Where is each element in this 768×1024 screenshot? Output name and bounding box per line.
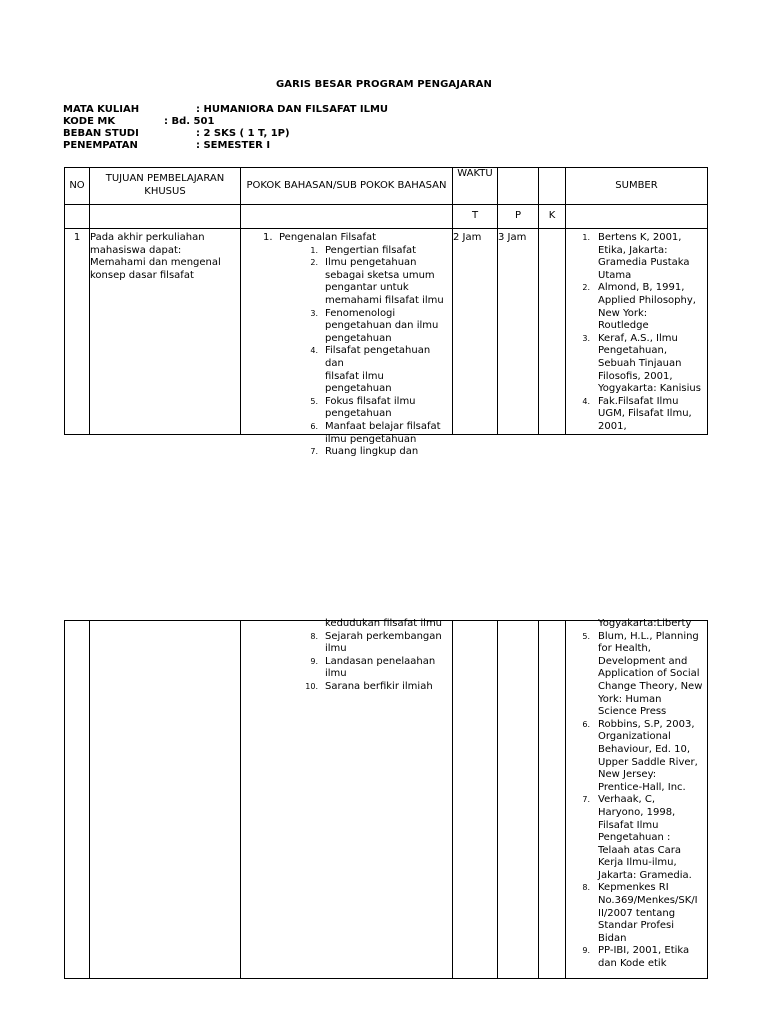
list-item — [566, 232, 707, 282]
list-item — [241, 446, 452, 459]
header-sumber: SUMBER — [566, 168, 708, 205]
list-item-line: Robbins, S.P, 2003, — [598, 718, 695, 730]
sumber-list — [566, 232, 707, 434]
list-item — [241, 245, 452, 258]
list-item-line: Gramedia Pustaka — [598, 257, 690, 269]
list-item-line: Filosofis, 2001, — [598, 370, 673, 382]
list-item-line: Fenomenologi — [325, 307, 396, 319]
cell-waktu-p — [498, 621, 539, 979]
subheader-empty — [90, 205, 241, 229]
list-item-line: Sebuah Tinjauan — [598, 357, 682, 369]
list-item-line: Behaviour, Ed. 10, — [598, 743, 691, 755]
pokok-carry-text: kedudukan filsafat ilmu — [325, 618, 443, 629]
tujuan-line: konsep dasar filsafat — [90, 269, 194, 281]
list-item — [566, 794, 707, 882]
cell-tujuan — [90, 229, 241, 435]
list-item-line: Utama — [598, 269, 632, 281]
list-item-number: 9. — [582, 946, 590, 956]
list-item — [241, 681, 452, 694]
waktu-t-value: 2 Jam — [453, 232, 482, 243]
list-item-line: Fokus filsafat ilmu — [325, 395, 416, 407]
list-item-line: ilmu — [325, 643, 347, 655]
header-k: K — [539, 205, 566, 229]
tujuan-line: mahasiswa dapat: — [90, 244, 182, 256]
header-p: P — [498, 205, 539, 229]
meta-label: KODE MK — [63, 116, 116, 127]
list-item-line: Haryono, 1998, — [598, 806, 676, 818]
list-item-line: Keraf, A.S., Ilmu — [598, 332, 678, 344]
list-item — [241, 257, 452, 307]
table-row-continuation — [65, 621, 708, 979]
list-item-number: 7. — [582, 795, 590, 805]
list-item-line: pengetahuan — [325, 332, 392, 344]
list-item-line: Ruang lingkup dan — [325, 446, 419, 458]
gbpp-table-page1 — [64, 167, 708, 458]
list-item-line: pengetahuan dan ilmu — [325, 320, 439, 332]
list-item — [241, 656, 452, 681]
list-item-line: Bertens K, 2001, — [598, 232, 682, 243]
list-item-line: Yogyakarta: Kanisius — [598, 383, 701, 395]
pokok-main — [241, 232, 452, 245]
list-item — [241, 345, 452, 395]
list-item-line: pengetahuan — [325, 408, 392, 420]
list-item-number: 2. — [310, 258, 318, 268]
list-item-number: 9. — [310, 656, 318, 666]
list-item-number: 2. — [582, 283, 590, 293]
list-item-number: 4. — [582, 396, 590, 406]
list-item-line: Landasan penelaahan — [325, 655, 436, 667]
list-item-line: Kerja Ilmu-ilmu, — [598, 857, 677, 869]
list-item-line: Jakarta: Gramedia. — [598, 869, 692, 881]
list-item-number: 1. — [582, 233, 590, 242]
list-item — [566, 282, 707, 332]
list-item-line: PP-IBI, 2001, Etika — [598, 945, 690, 957]
document-title: GARIS BESAR PROGRAM PENGAJARAN — [276, 79, 492, 90]
list-item-line: Bidan — [598, 932, 627, 944]
list-item-line: York: Human — [598, 693, 662, 705]
list-item-line: Development and — [598, 655, 688, 667]
list-item — [241, 308, 452, 346]
cell-waktu-p — [498, 229, 539, 435]
list-item-number: 3. — [310, 308, 318, 318]
list-item-line: Change Theory, New — [598, 680, 703, 692]
list-item-line: Ilmu pengetahuan — [325, 257, 417, 269]
list-item — [566, 333, 707, 396]
pokok-sublist — [241, 245, 452, 459]
cell-pokok — [241, 229, 453, 458]
list-item — [566, 631, 707, 719]
meta-value: : SEMESTER I — [196, 140, 271, 151]
header-empty — [498, 168, 539, 205]
header-t: T — [453, 205, 498, 229]
cell-waktu-t — [453, 229, 498, 435]
list-item-number: 7. — [310, 447, 318, 457]
header-empty — [539, 168, 566, 205]
waktu-p-value: 3 Jam — [498, 232, 527, 243]
cell-pokok — [241, 618, 453, 979]
list-item-line: Standar Profesi — [598, 920, 675, 932]
meta-label: MATA KULIAH — [63, 104, 140, 115]
list-item — [566, 882, 707, 945]
list-item-number: 6. — [310, 421, 318, 431]
gbpp-table-page2 — [64, 620, 708, 979]
list-item-line: dan Kode etik — [598, 958, 667, 970]
pokok-main-number: 1. — [263, 232, 273, 243]
cell-tujuan — [90, 621, 241, 979]
list-item-line: Filsafat Ilmu — [598, 819, 659, 831]
tujuan-text — [90, 232, 240, 282]
list-item-number: 6. — [582, 719, 590, 729]
list-item-line: ilmu pengetahuan — [325, 433, 417, 445]
list-item-line: Telaah atas Cara — [598, 844, 682, 856]
list-item-line: Filsafat pengetahuan dan — [325, 345, 431, 369]
list-item-line: Organizational — [598, 731, 671, 743]
list-item-line: Almond, B, 1991, — [598, 282, 685, 294]
header-waktu: WAKTU — [453, 168, 498, 205]
list-item — [566, 719, 707, 795]
list-item — [241, 396, 452, 421]
meta-label: BEBAN STUDI — [63, 128, 139, 139]
cell-sumber — [566, 229, 708, 435]
list-item-number: 5. — [310, 396, 318, 406]
meta-label: PENEMPATAN — [63, 140, 138, 151]
list-item-line: Etika, Jakarta: — [598, 244, 668, 256]
list-item-line: filsafat ilmu pengetahuan — [325, 370, 392, 395]
tujuan-line: Memahami dan mengenal — [90, 257, 221, 269]
meta-value: : 2 SKS ( 1 T, 1P) — [196, 128, 290, 139]
table-row — [65, 229, 708, 435]
list-item-number: 5. — [582, 631, 590, 641]
subheader-empty — [241, 205, 453, 229]
list-item-number: 1. — [310, 245, 318, 255]
cell-waktu-k — [539, 229, 566, 435]
list-item-line: Fak.Filsafat Ilmu — [598, 395, 679, 407]
list-item-line: Pengetahuan : — [598, 832, 671, 844]
list-item-number: 3. — [582, 333, 590, 343]
list-item-line: No.369/Menkes/SK/I — [598, 895, 698, 907]
meta-value: : Bd. 501 — [164, 116, 215, 127]
list-item-line: UGM, Filsafat Ilmu, — [598, 408, 692, 420]
meta-value: : HUMANIORA DAN FILSAFAT ILMU — [196, 104, 389, 115]
cell-no — [65, 621, 90, 979]
list-item-line: Application of Social — [598, 668, 700, 680]
list-item-line: Blum, H.L., Planning — [598, 630, 699, 642]
pokok-main-text: Pengenalan Filsafat — [279, 232, 377, 243]
list-item-number: 8. — [310, 631, 318, 641]
pokok-sublist-continued — [241, 631, 452, 694]
list-item-line: memahami filsafat ilmu — [325, 294, 444, 306]
list-item-line: pengantar untuk — [325, 282, 409, 294]
cell-waktu-k — [539, 621, 566, 979]
list-item-line: sebagai sketsa umum — [325, 269, 435, 281]
cell-sumber — [566, 618, 708, 979]
header-no: NO — [65, 168, 90, 205]
table-header-row — [65, 168, 708, 205]
list-item-line: Manfaat belajar filsafat — [325, 420, 441, 432]
sumber-list-continued — [566, 631, 707, 971]
table-subheader-row — [65, 205, 708, 229]
list-item-line: Sarana berfikir ilmiah — [325, 680, 433, 692]
list-item — [566, 945, 707, 970]
list-item-line: Upper Saddle River, — [598, 756, 698, 768]
row-number: 1 — [73, 232, 81, 243]
list-item-line: for Health, — [598, 643, 651, 655]
cell-no — [65, 229, 90, 435]
subheader-empty — [65, 205, 90, 229]
list-item-number: 4. — [310, 346, 318, 356]
subheader-empty — [566, 205, 708, 229]
list-item-line: New Jersey: — [598, 769, 657, 781]
list-item-line: Science Press — [598, 706, 667, 718]
list-item-line: ilmu — [325, 668, 347, 680]
list-item-number: 8. — [582, 883, 590, 893]
list-item-line: Sejarah perkembangan — [325, 630, 442, 642]
list-item-line: Kepmenkes RI — [598, 882, 669, 894]
list-item-line: Verhaak, C, — [598, 794, 656, 806]
list-item-line: Prentice-Hall, Inc. — [598, 781, 686, 793]
header-tujuan: TUJUAN PEMBELAJARAN KHUSUS — [90, 168, 241, 205]
list-item-line: Pengetahuan, — [598, 345, 668, 357]
cell-waktu-t — [453, 621, 498, 979]
tujuan-line: Pada akhir perkuliahan — [90, 232, 205, 243]
list-item-line: New York: — [598, 307, 648, 319]
list-item-number: 10. — [305, 681, 318, 691]
sumber-carry-text: Yogyakarta:Liberty — [598, 618, 692, 629]
list-item-line: Applied Philosophy, — [598, 294, 696, 306]
header-pokok: POKOK BAHASAN/SUB POKOK BAHASAN — [241, 168, 453, 205]
list-item-line: Pengertian filsafat — [325, 244, 417, 256]
list-item — [566, 396, 707, 434]
list-item-line: 2001, — [598, 420, 627, 432]
list-item-line: II/2007 tentang — [598, 907, 676, 919]
list-item-line: Routledge — [598, 320, 649, 332]
list-item — [241, 631, 452, 656]
list-item — [241, 421, 452, 446]
